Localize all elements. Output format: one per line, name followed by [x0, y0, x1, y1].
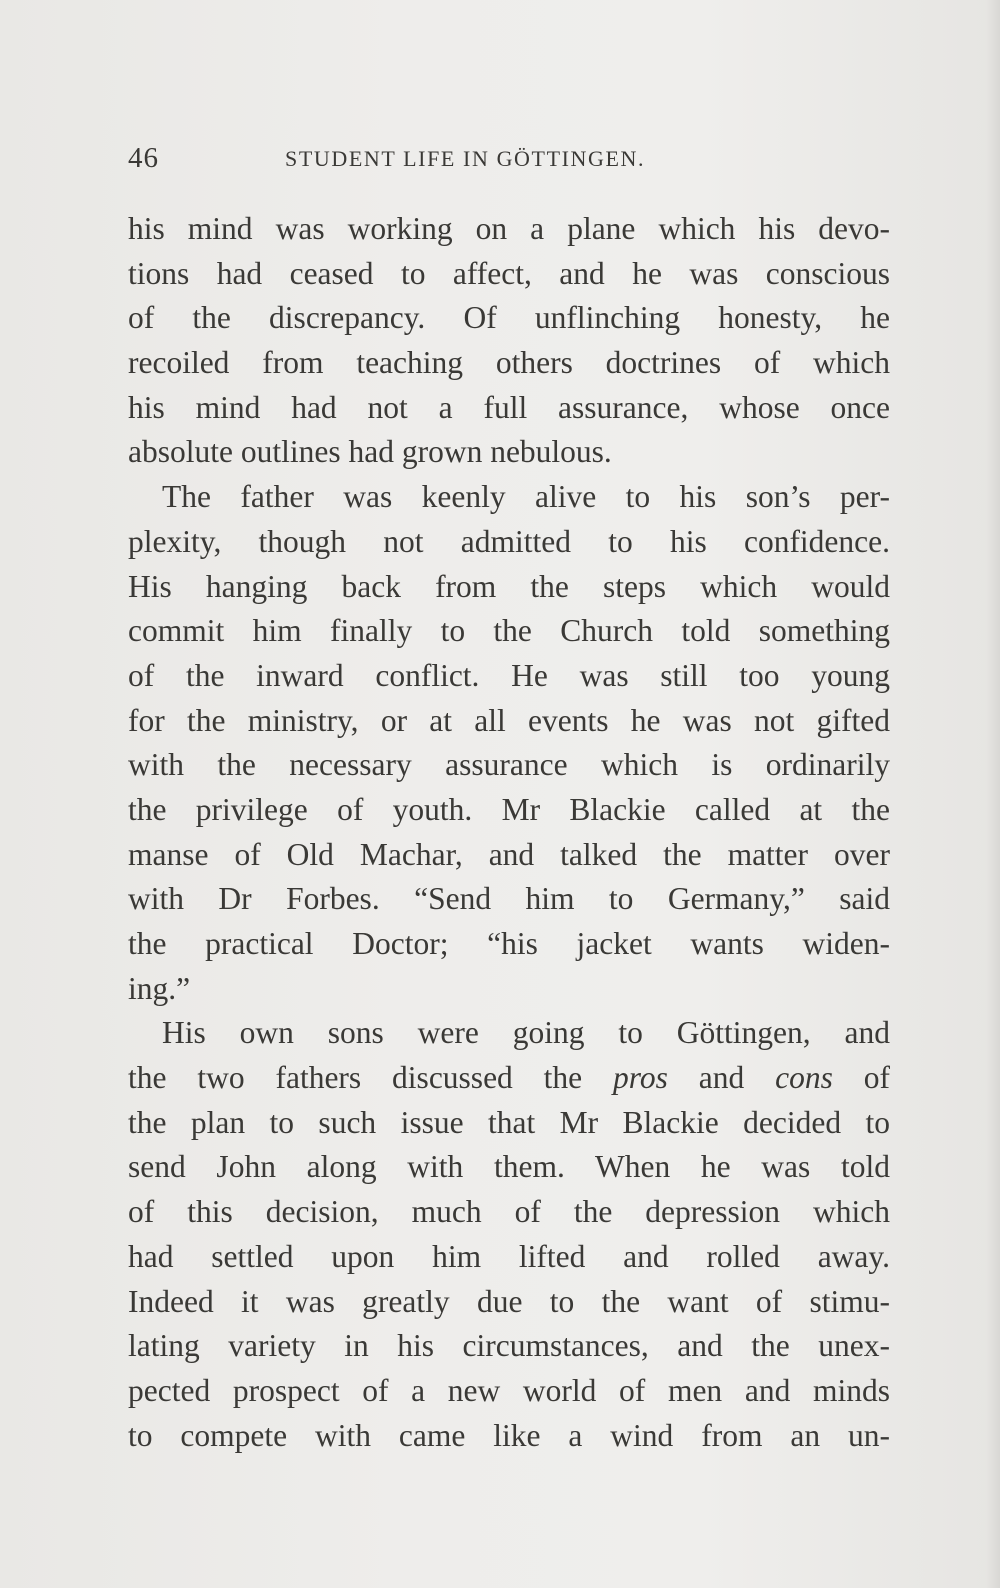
text-line: recoiled from teaching others doctrines of which: [128, 345, 890, 381]
text-line: the two fathers discussed the pros and cons of: [128, 1060, 890, 1096]
page-edge-shadow: [986, 0, 1000, 1588]
text-line: of this decision, much of the depression which: [128, 1194, 890, 1230]
text-line: send John along with them. When he was told: [128, 1149, 890, 1185]
text-line: lating variety in his circumstances, and the unex-: [128, 1328, 890, 1364]
text-line: Indeed it was greatly due to the want of stimu-: [128, 1283, 890, 1319]
text-line: of the discrepancy. Of unflinching honesty, he: [128, 300, 890, 336]
text-line: His own sons were going to Göttingen, and: [162, 1015, 890, 1051]
italic-word: cons: [775, 1060, 833, 1096]
text-line: to compete with came like a wind from an un-: [128, 1417, 890, 1453]
text-line: The father was keenly alive to his son’s per-: [162, 479, 890, 515]
text-line: had settled upon him lifted and rolled away.: [128, 1238, 890, 1274]
body-text: [128, 207, 890, 1458]
text-line: with the necessary assurance which is ordinarily: [128, 747, 890, 783]
text-line: His hanging back from the steps which would: [128, 568, 890, 604]
text-line: absolute outlines had grown nebulous.: [128, 434, 612, 470]
running-title: STUDENT LIFE IN GÖTTINGEN.: [285, 146, 646, 171]
text-line: plexity, though not admitted to his confidence.: [128, 523, 890, 559]
italic-word: pros: [613, 1060, 668, 1096]
text-line: the plan to such issue that Mr Blackie decided to: [128, 1104, 890, 1140]
text-line: for the ministry, or at all events he was not gifted: [128, 702, 890, 738]
text-line: manse of Old Machar, and talked the matter over: [128, 836, 890, 872]
text-line: his mind was working on a plane which his devo-: [128, 211, 890, 246]
text-line: ing.”: [128, 970, 191, 1006]
text-line: with Dr Forbes. “Send him to Germany,” said: [128, 881, 890, 917]
text-line: tions had ceased to affect, and he was conscious: [128, 255, 890, 291]
text-line: pected prospect of a new world of men and minds: [128, 1372, 890, 1408]
page-number: 46: [128, 142, 159, 174]
text-line: the privilege of youth. Mr Blackie called at the: [128, 791, 890, 827]
text-line: commit him finally to the Church told something: [128, 613, 890, 649]
text-line: his mind had not a full assurance, whose once: [128, 389, 890, 425]
text-line: the practical Doctor; “his jacket wants widen-: [128, 926, 890, 961]
text-line: of the inward conflict. He was still too young: [128, 657, 890, 693]
running-head: [128, 142, 888, 176]
